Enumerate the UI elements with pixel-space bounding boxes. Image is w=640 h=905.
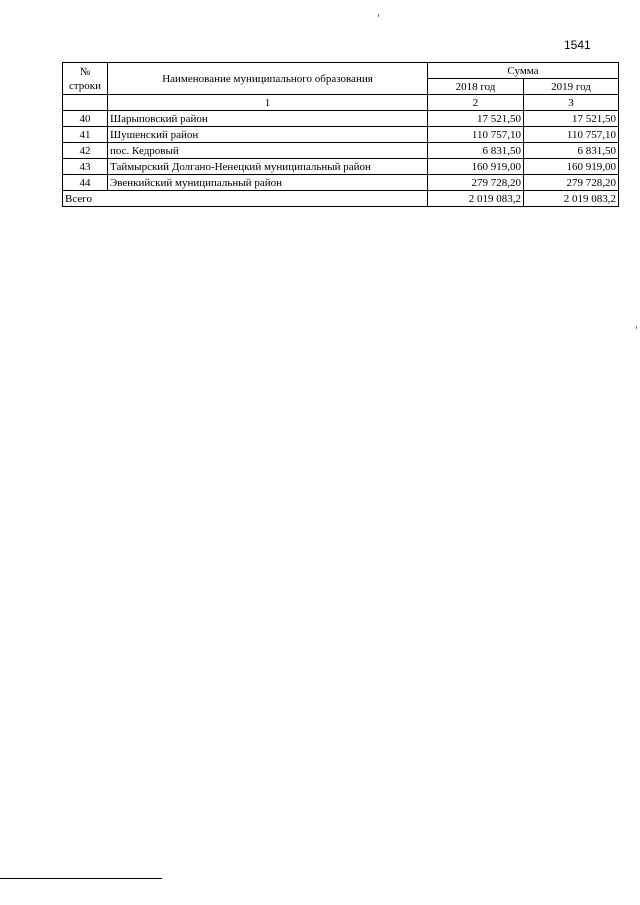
total-label: Всего (63, 191, 428, 207)
row-number: 44 (63, 175, 108, 191)
municipality-name: Шушенский район (108, 127, 428, 143)
amount-2018: 6 831,50 (428, 143, 524, 159)
total-2018: 2 019 083,2 (428, 191, 524, 207)
amount-2019: 160 919,00 (524, 159, 619, 175)
header-year-2019: 2019 год (524, 79, 619, 95)
amount-2018: 160 919,00 (428, 159, 524, 175)
footnote-separator (0, 878, 162, 879)
amount-2019: 6 831,50 (524, 143, 619, 159)
total-2019: 2 019 083,2 (524, 191, 619, 207)
row-number: 43 (63, 159, 108, 175)
municipality-name: пос. Кедровый (108, 143, 428, 159)
scan-mark-right (636, 326, 637, 329)
amount-2019: 17 521,50 (524, 111, 619, 127)
header-row-number-symbol: № (79, 65, 91, 78)
table-row (63, 175, 619, 191)
column-number-row (63, 95, 619, 111)
amount-2018: 110 757,10 (428, 127, 524, 143)
column-number-cell (63, 95, 108, 111)
header-year-2018: 2018 год (428, 79, 524, 95)
row-number: 42 (63, 143, 108, 159)
header-municipality-name: Наименование муниципального образования (108, 63, 428, 95)
header-row-1 (63, 63, 619, 79)
header-sum: Сумма (428, 63, 619, 79)
table-row (63, 143, 619, 159)
table-row (63, 127, 619, 143)
amount-2018: 279 728,20 (428, 175, 524, 191)
amount-2018: 17 521,50 (428, 111, 524, 127)
page-number: 1541 (564, 38, 591, 52)
table-row (63, 111, 619, 127)
amount-2019: 110 757,10 (524, 127, 619, 143)
column-number-cell: 3 (524, 95, 619, 111)
municipality-name: Шарыповский район (108, 111, 428, 127)
municipality-name: Эвенкийский муниципальный район (108, 175, 428, 191)
row-number: 40 (63, 111, 108, 127)
amount-2019: 279 728,20 (524, 175, 619, 191)
header-row-number (63, 63, 108, 95)
scan-mark-top (378, 14, 379, 17)
row-number: 41 (63, 127, 108, 143)
appropriations-table (62, 62, 619, 207)
table-row (63, 159, 619, 175)
municipality-name: Таймырский Долгано-Ненецкий муниципальный район (108, 159, 428, 175)
column-number-cell: 2 (428, 95, 524, 111)
header-row-number-label: строки (68, 79, 102, 92)
column-number-cell: 1 (108, 95, 428, 111)
total-row (63, 191, 619, 207)
